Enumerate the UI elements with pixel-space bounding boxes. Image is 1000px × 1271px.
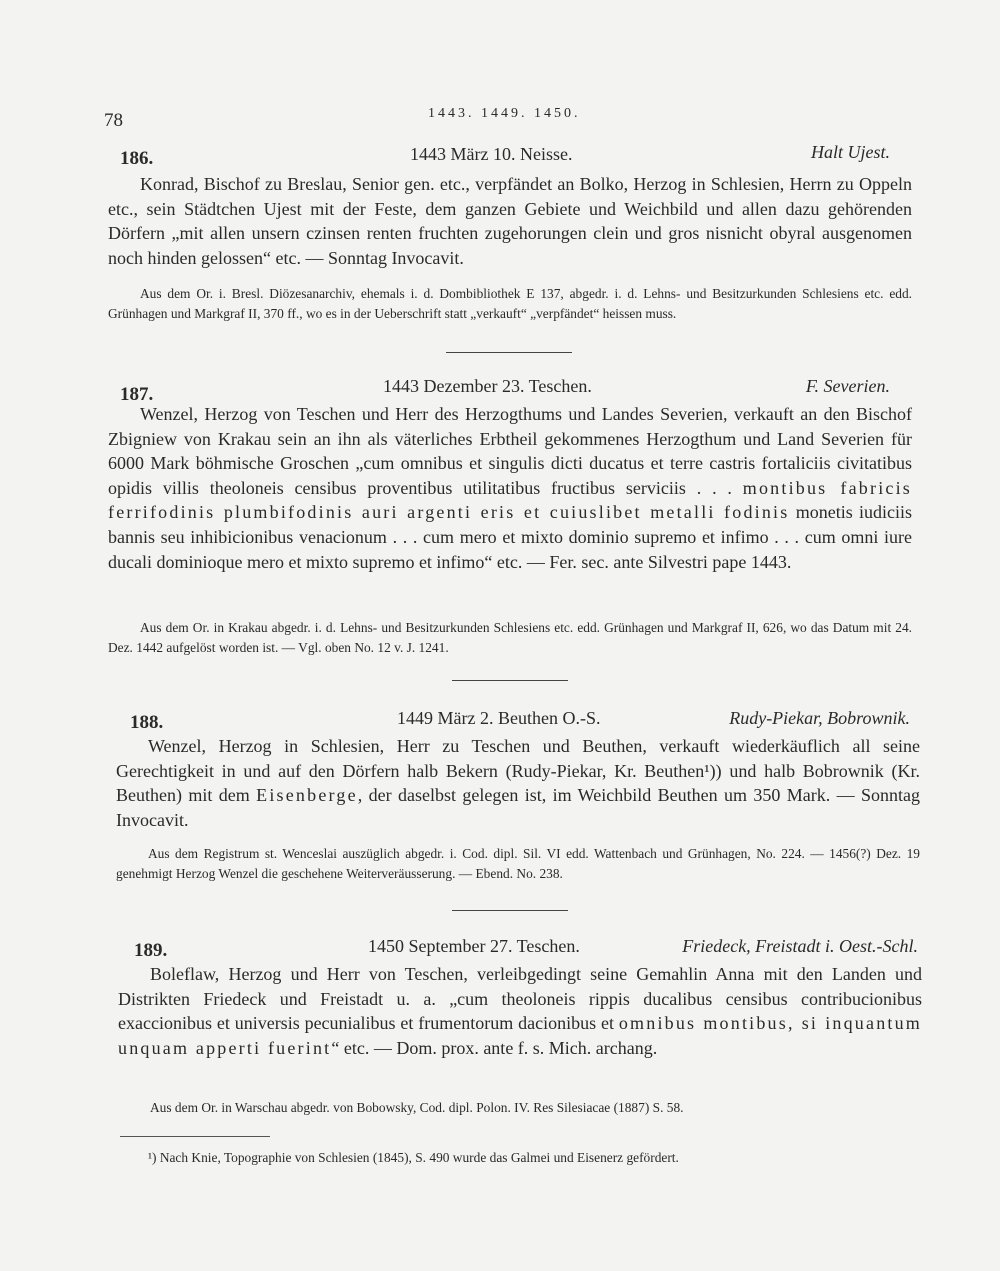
running-head: 1443. 1449. 1450. [428,106,581,121]
page-number: 78 [104,110,123,131]
body-text: Boleflaw, Herzog und Herr von Teschen, verleibgedingt seine Gemahlin Anna mit den Landen und Distrikten Friedeck und Freistadt u. a. „cum theoloneis rippis ducalibus censibus contribucionibus exaccionibus et universis pecunialibus et frumentorum dacionibus et [118,964,922,1034]
entry-place: Halt Ujest. [811,142,890,162]
body-text-spaced: Eisenberge [256,785,358,806]
entry-source: Aus dem Or. in Warschau abgedr. von Bobowsky, Cod. dipl. Polon. IV. Res Silesiacae (1887) S. 58. [150,1100,684,1115]
body-text: Wenzel, Herzog in Schlesien, Herr zu Teschen und Beuthen, verkauft wiederkäuflich all seine Gerechtigkeit in und auf den Dörfern halb Bekern (Rudy-Piekar, Kr. Beuthen¹)) und halb Bobrownik (Kr. Beuthen) mit dem [116,736,920,806]
entry-body [108,402,912,574]
entry-number: 187. [120,384,154,405]
body-text-spaced: omnibus montibus, si inquantum unquam apperti fuerint [118,1013,922,1058]
entry-place: Friedeck, Freistadt i. Oest.-Schl. [682,936,918,956]
entry-source: Aus dem Or. in Krakau abgedr. i. d. Lehns- und Besitzurkunden Schlesiens etc. edd. Grünhagen und Markgraf II, 626, wo das Datum mit 24. Dez. 1442 aufgelöst worden ist. — Vgl. oben No. 12 v. J. 1241. [108,620,912,655]
separator-rule [452,910,568,911]
separator-rule [452,680,568,681]
entry-source: Aus dem Or. i. Bresl. Diözesanarchiv, ehemals i. d. Dombibliothek E 137, abgedr. i. d. Lehns- und Besitzurkunden Schlesiens etc. edd. Grünhagen und Markgraf II, 370 ff., wo es in der Ueberschrift statt „verkauft“ „verpfändet“ heissen muss. [108,286,912,321]
entry-number: 186. [120,148,154,169]
entry-date: 1443 März 10. Neisse. [410,144,573,164]
entry-place: F. Severien. [805,376,890,396]
body-text: monetis iudiciis bannis seu inhibicionibus venacionum . . . cum mero et mixto dominio supremo et infimo . . . cum omni iure ducali dominioque mero et mixto supremo et infimo“ etc. — Fer. sec. ante Silvestri pape 1443. [108,502,912,572]
entry-date: 1450 September 27. Teschen. [368,936,580,956]
entry-date: 1443 Dezember 23. Teschen. [383,376,592,396]
entry-place: Rudy-Piekar, Bobrownik. [729,708,910,728]
body-text: “ etc. — Dom. prox. ante f. s. Mich. archang. [331,1037,658,1058]
separator-rule [446,352,572,353]
entry-date: 1449 März 2. Beuthen O.-S. [397,708,601,728]
entry-body: Konrad, Bischof zu Breslau, Senior gen. etc., verpfändet an Bolko, Herzog in Schlesien, Herrn zu Oppeln etc., sein Städtchen Ujest mit der Feste, dem ganzen Gebiete und Weichbild und allen dazu gehörenden Dörfern „mit allen unsern czinsen renten fruchten zugehorungen clein und gros nisnicht obyral ausgenomen noch hinden gelossen“ etc. — Sonntag Invocavit. [108,174,912,268]
entry-body [118,962,922,1060]
entry-number: 189. [134,940,168,961]
footnote-rule [120,1136,270,1137]
footnote: ¹) Nach Knie, Topographie von Schlesien (1845), S. 490 wurde das Galmei und Eisenerz gefördert. [148,1150,679,1165]
body-text: Wenzel, Herzog von Teschen und Herr des Herzogthums und Landes Severien, verkauft an den Bischof Zbigniew von Krakau sein an ihn als väterliches Erbtheil gekommenes Herzogthum und Land Severien für 6000 Mark böhmische Groschen „cum omnibus et singulis dicti ducatus et terre castris fortaliciis civitatibus opidis villis theoloneis censibus proventibus utilitatibus fructibus serviciis . . . [108,404,912,498]
body-text-spaced: montibus fabricis ferrifodinis plumbifodinis auri argenti eris et cuiuslibet metalli fodinis [108,477,912,523]
entry-body [116,734,920,832]
body-text: , der daselbst gelegen ist, im Weichbild Beuthen um 350 Mark. — Sonntag Invocavit. [116,785,920,830]
entry-source: Aus dem Registrum st. Wenceslai auszüglich abgedr. i. Cod. dipl. Sil. VI edd. Wattenbach und Grünhagen, No. 224. — 1456(?) Dez. 19 genehmigt Herzog Wenzel die geschehene Weiterveräusserung. — Ebend. No. 238. [116,846,920,881]
entry-number: 188. [130,712,164,733]
